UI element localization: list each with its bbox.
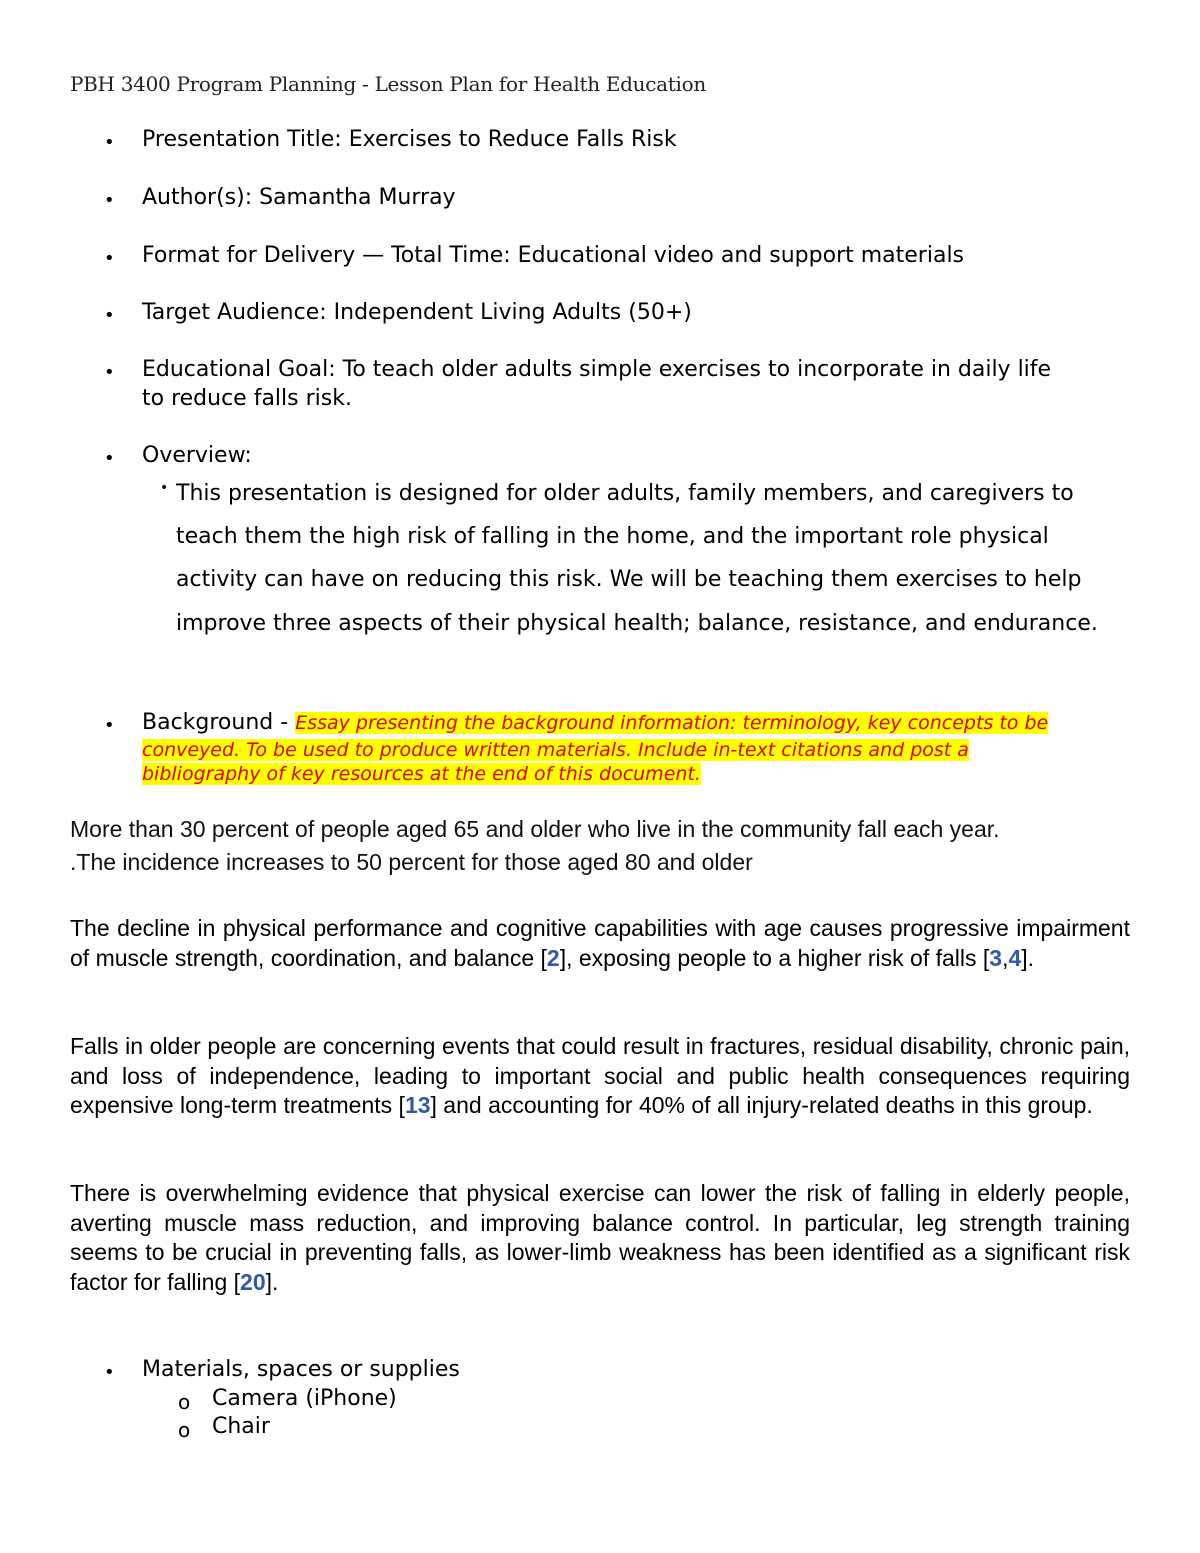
paragraph-text: ]. [1021,944,1035,971]
citation-link[interactable]: 13 [404,1092,431,1118]
overview-label: Overview: [142,443,252,468]
paragraph-falls [70,1032,1130,1121]
citation-link[interactable]: 3 [989,944,1003,971]
citation-link[interactable]: 2 [546,944,560,971]
paragraph-text: ] and accounting for 40% of all injury-related deaths in this group. [430,1092,1093,1118]
paragraph-decline [70,914,1130,973]
presentation-title: Presentation Title: Exercises to Reduce Falls Risk [142,127,677,152]
overview-text: This presentation is designed for older adults, family members, and caregivers to teach them the high risk of falling in the home, and the important role physical activity can have on reducing this risk. We will be teaching them exercises to help improve three aspects of their physical health; balance, resistance, and endurance. [176,481,1098,636]
paragraph-text: Falls in older people are concerning events that could result in fractures, residual disability, chronic pain, and loss of independence, leading to important social and public health consequences requiring expensive long-term treatments [ [70,1033,1130,1118]
bullet-icon: • [104,248,115,269]
background-note-line3: bibliography of key resources at the end of this document. [142,763,701,785]
educational-goal-line2: to reduce falls risk. [142,386,352,411]
bullet-icon: • [104,132,115,153]
target-audience: Target Audience: Independent Living Adults (50+) [142,300,692,325]
bullet-icon: • [104,715,115,736]
paragraph-text: The decline in physical performance and cognitive capabilities with age causes progressive impairment of muscle strength, coordination, and balance [ [70,915,1130,971]
material-item: Chair [212,1414,270,1439]
citation-link[interactable]: 4 [1008,944,1022,971]
bullet-icon: • [104,305,115,326]
background-label: Background - [142,710,296,735]
stat-line-2: .The incidence increases to 50 percent for those aged 80 and older [70,849,753,875]
paragraph-text: There is overwhelming evidence that physical exercise can lower the risk of falling in elderly people, averting muscle mass reduction, and improving balance control. In particular, leg strength training seems to be crucial in preventing falls, as lower-limb weakness has been identified as a significant risk factor for falling [ [70,1180,1130,1295]
author: Author(s): Samantha Murray [142,185,456,210]
sub-bullet-icon: • [160,480,169,496]
paragraph-text: , [1002,944,1009,971]
material-item: Camera (iPhone) [212,1386,397,1411]
stat-line-1: More than 30 percent of people aged 65 and older who live in the community fall each year. [70,816,1000,842]
bullet-icon: • [104,190,115,211]
background-note-line1: Essay presenting the background information: terminology, key concepts to be [295,712,1049,734]
background-note-line2: conveyed. To be used to produce written materials. Include in-text citations and post a [142,739,969,761]
bullet-icon: • [104,448,115,469]
paragraph-text: ]. [265,1268,279,1295]
sub-bullet-o-icon: o [178,1418,191,1442]
citation-link[interactable]: 20 [240,1268,266,1295]
bullet-icon: • [104,362,115,383]
page-header: PBH 3400 Program Planning - Lesson Plan for Health Education [70,72,706,96]
bullet-icon: • [104,1362,115,1383]
sub-bullet-o-icon: o [178,1390,191,1414]
materials-label: Materials, spaces or supplies [142,1357,460,1382]
format-for-delivery: Format for Delivery — Total Time: Educational video and support materials [142,243,965,268]
educational-goal-line1: Educational Goal: To teach older adults simple exercises to incorporate in daily life [142,357,1052,382]
paragraph-exercise [70,1179,1130,1297]
paragraph-text: ], exposing people to a higher risk of falls [ [559,944,990,971]
